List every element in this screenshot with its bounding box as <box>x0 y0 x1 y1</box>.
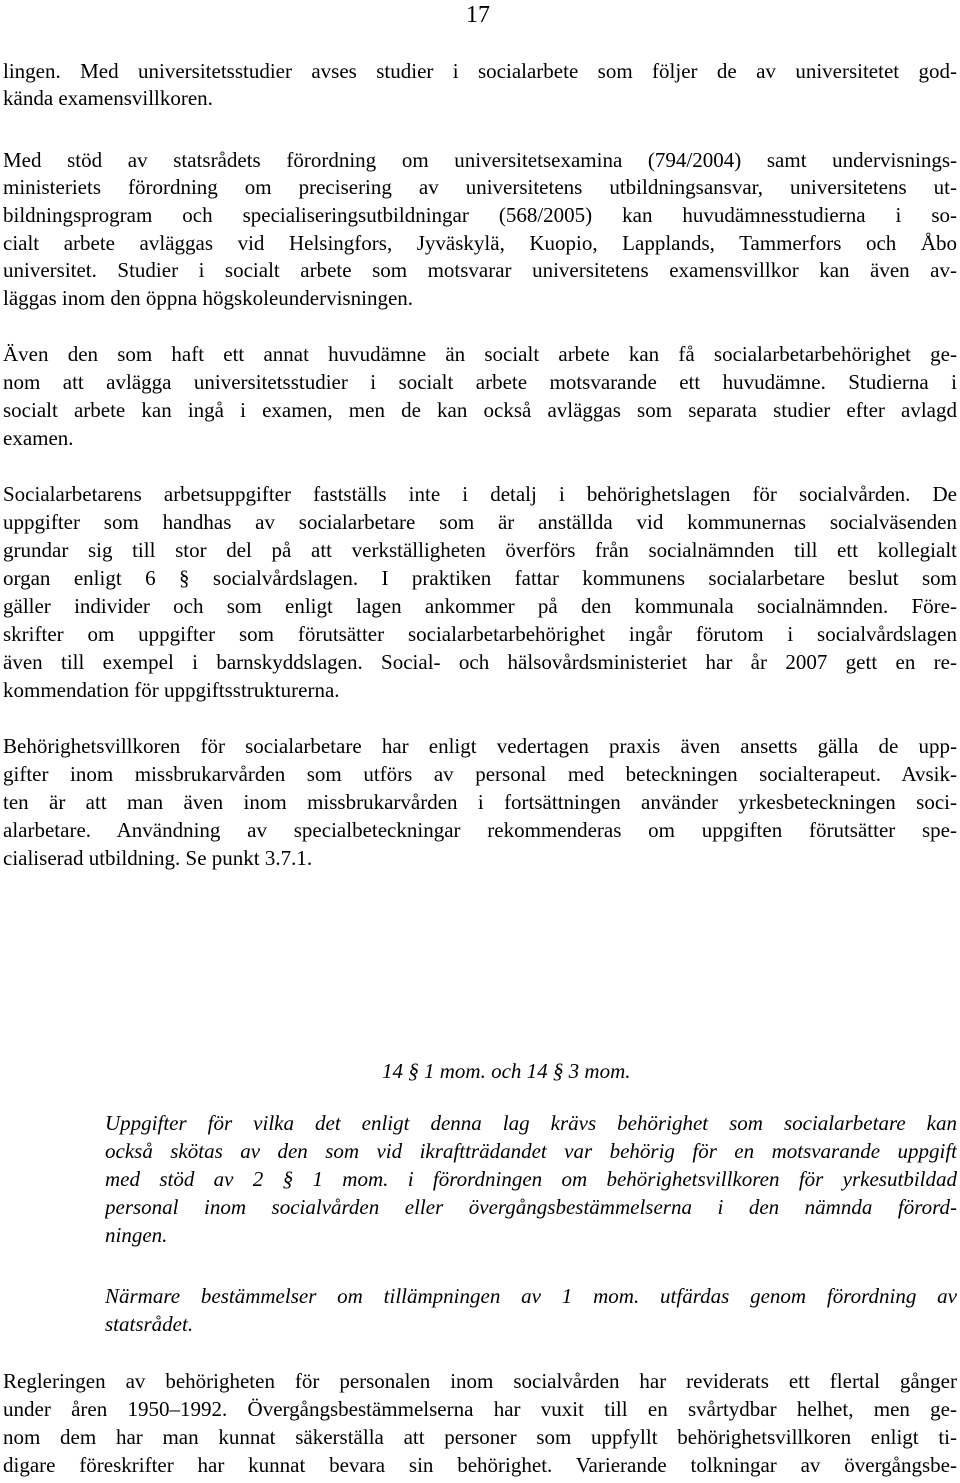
paragraph-2-line-5: universitet. Studier i socialt arbete som motsvarar universitetens examensvillkor kan även av- <box>3 258 957 282</box>
quote-1-line-2: också skötas av den som vid ikraftträdandet var behörig för en motsvarande uppgift <box>105 1139 957 1163</box>
paragraph-4-line-8: kommendation för uppgiftsstrukturerna. <box>3 678 340 702</box>
paragraph-3-line-3: socialt arbete kan ingå i examen, men de kan också avläggas som separata studier efter avlagd <box>3 398 957 422</box>
paragraph-1-line-1: lingen. Med universitetsstudier avses studier i socialarbete som följer de av universitetet god- <box>3 59 957 83</box>
final-paragraph-line-3: nom dem har man kunnat säkerställa att personer som uppfyllt behörighetsvillkoren enligt ti- <box>3 1425 957 1449</box>
quote-1-line-1: Uppgifter för vilka det enligt denna lag krävs behörighet som socialarbetare kan <box>105 1111 957 1135</box>
paragraph-3-line-1: Även den som haft ett annat huvudämne än socialt arbete kan få socialarbetarbehörighet ge- <box>3 342 957 366</box>
paragraph-5-line-1: Behörighetsvillkoren för socialarbetare har enligt vedertagen praxis även ansetts gälla de upp- <box>3 734 957 758</box>
paragraph-2-line-3: bildningsprogram och specialiseringsutbildningar (568/2005) kan huvudämnesstudierna i so- <box>3 203 957 227</box>
final-paragraph-line-2: under åren 1950–1992. Övergångsbestämmelserna har vuxit till en svårtydbar helhet, men ge- <box>3 1397 957 1421</box>
quote-1-line-4: personal inom socialvården eller övergångsbestämmelserna i den nämnda förord- <box>105 1195 957 1219</box>
paragraph-2-line-6: läggas inom den öppna högskoleundervisningen. <box>3 286 414 310</box>
final-paragraph-line-1: Regleringen av behörigheten för personalen inom socialvården har reviderats ett flertal gånger <box>3 1369 957 1393</box>
law-reference: 14 § 1 mom. och 14 § 3 mom. <box>382 1059 631 1083</box>
paragraph-4-line-4: organ enligt 6 § socialvårdslagen. I praktiken fattar kommunens socialarbetare beslut som <box>3 566 957 590</box>
paragraph-3-line-4: examen. <box>3 426 74 450</box>
paragraph-2-line-2: ministeriets förordning om precisering av universitetens utbildningsansvar, universitetens ut- <box>3 175 957 199</box>
final-paragraph-line-4: digare föreskrifter har kunnat bevara sin behörighet. Varierande tolkningar av övergångsbe- <box>3 1453 957 1477</box>
quote-2-line-2: statsrådet. <box>105 1312 194 1336</box>
paragraph-5-line-3: ten är att man även inom missbrukarvården i fortsättningen använder yrkesbeteckningen soci- <box>3 790 957 814</box>
paragraph-5-line-4: alarbetare. Användning av specialbeteckningar rekommenderas om uppgiften förutsätter spe- <box>3 818 957 842</box>
paragraph-1-line-2: kända examensvillkoren. <box>3 86 213 110</box>
paragraph-2-line-1: Med stöd av statsrådets förordning om universitetsexamina (794/2004) samt undervisnings- <box>3 148 957 172</box>
paragraph-4-line-7: även till exempel i barnskyddslagen. Social- och hälsovårdsministeriet har år 2007 gett en re- <box>3 650 957 674</box>
quote-2-line-1: Närmare bestämmelser om tillämpningen av 1 mom. utfärdas genom förordning av <box>105 1284 957 1308</box>
quote-1-line-5: ningen. <box>105 1223 168 1247</box>
paragraph-4-line-3: grundar sig till stor del på att verkställigheten överförs från socialnämnden till ett kollegialt <box>3 538 957 562</box>
paragraph-5-line-2: gifter inom missbrukarvården som utförs av personal med beteckningen socialterapeut. Avsik- <box>3 762 957 786</box>
paragraph-4-line-6: skrifter om uppgifter som förutsätter socialarbetarbehörighet ingår förutom i socialvårdslagen <box>3 622 957 646</box>
paragraph-2-line-4: cialt arbete avläggas vid Helsingfors, Jyväskylä, Kuopio, Lapplands, Tammerfors och Åbo <box>3 231 957 255</box>
paragraph-4-line-2: uppgifter som handhas av socialarbetare som är anställda vid kommunernas socialväsenden <box>3 510 957 534</box>
page-number: 17 <box>466 2 490 28</box>
paragraph-4-line-5: gäller individer och som enligt lagen ankommer på den kommunala socialnämnden. Före- <box>3 594 957 618</box>
paragraph-3-line-2: nom att avlägga universitetsstudier i socialt arbete motsvarande ett huvudämne. Studierna i <box>3 370 957 394</box>
paragraph-5-line-5: cialiserad utbildning. Se punkt 3.7.1. <box>3 846 313 870</box>
quote-1-line-3: med stöd av 2 § 1 mom. i förordningen om behörighetsvillkoren för yrkesutbildad <box>105 1167 957 1191</box>
paragraph-4-line-1: Socialarbetarens arbetsuppgifter fastställs inte i detalj i behörighetslagen för socialvården. De <box>3 482 957 506</box>
